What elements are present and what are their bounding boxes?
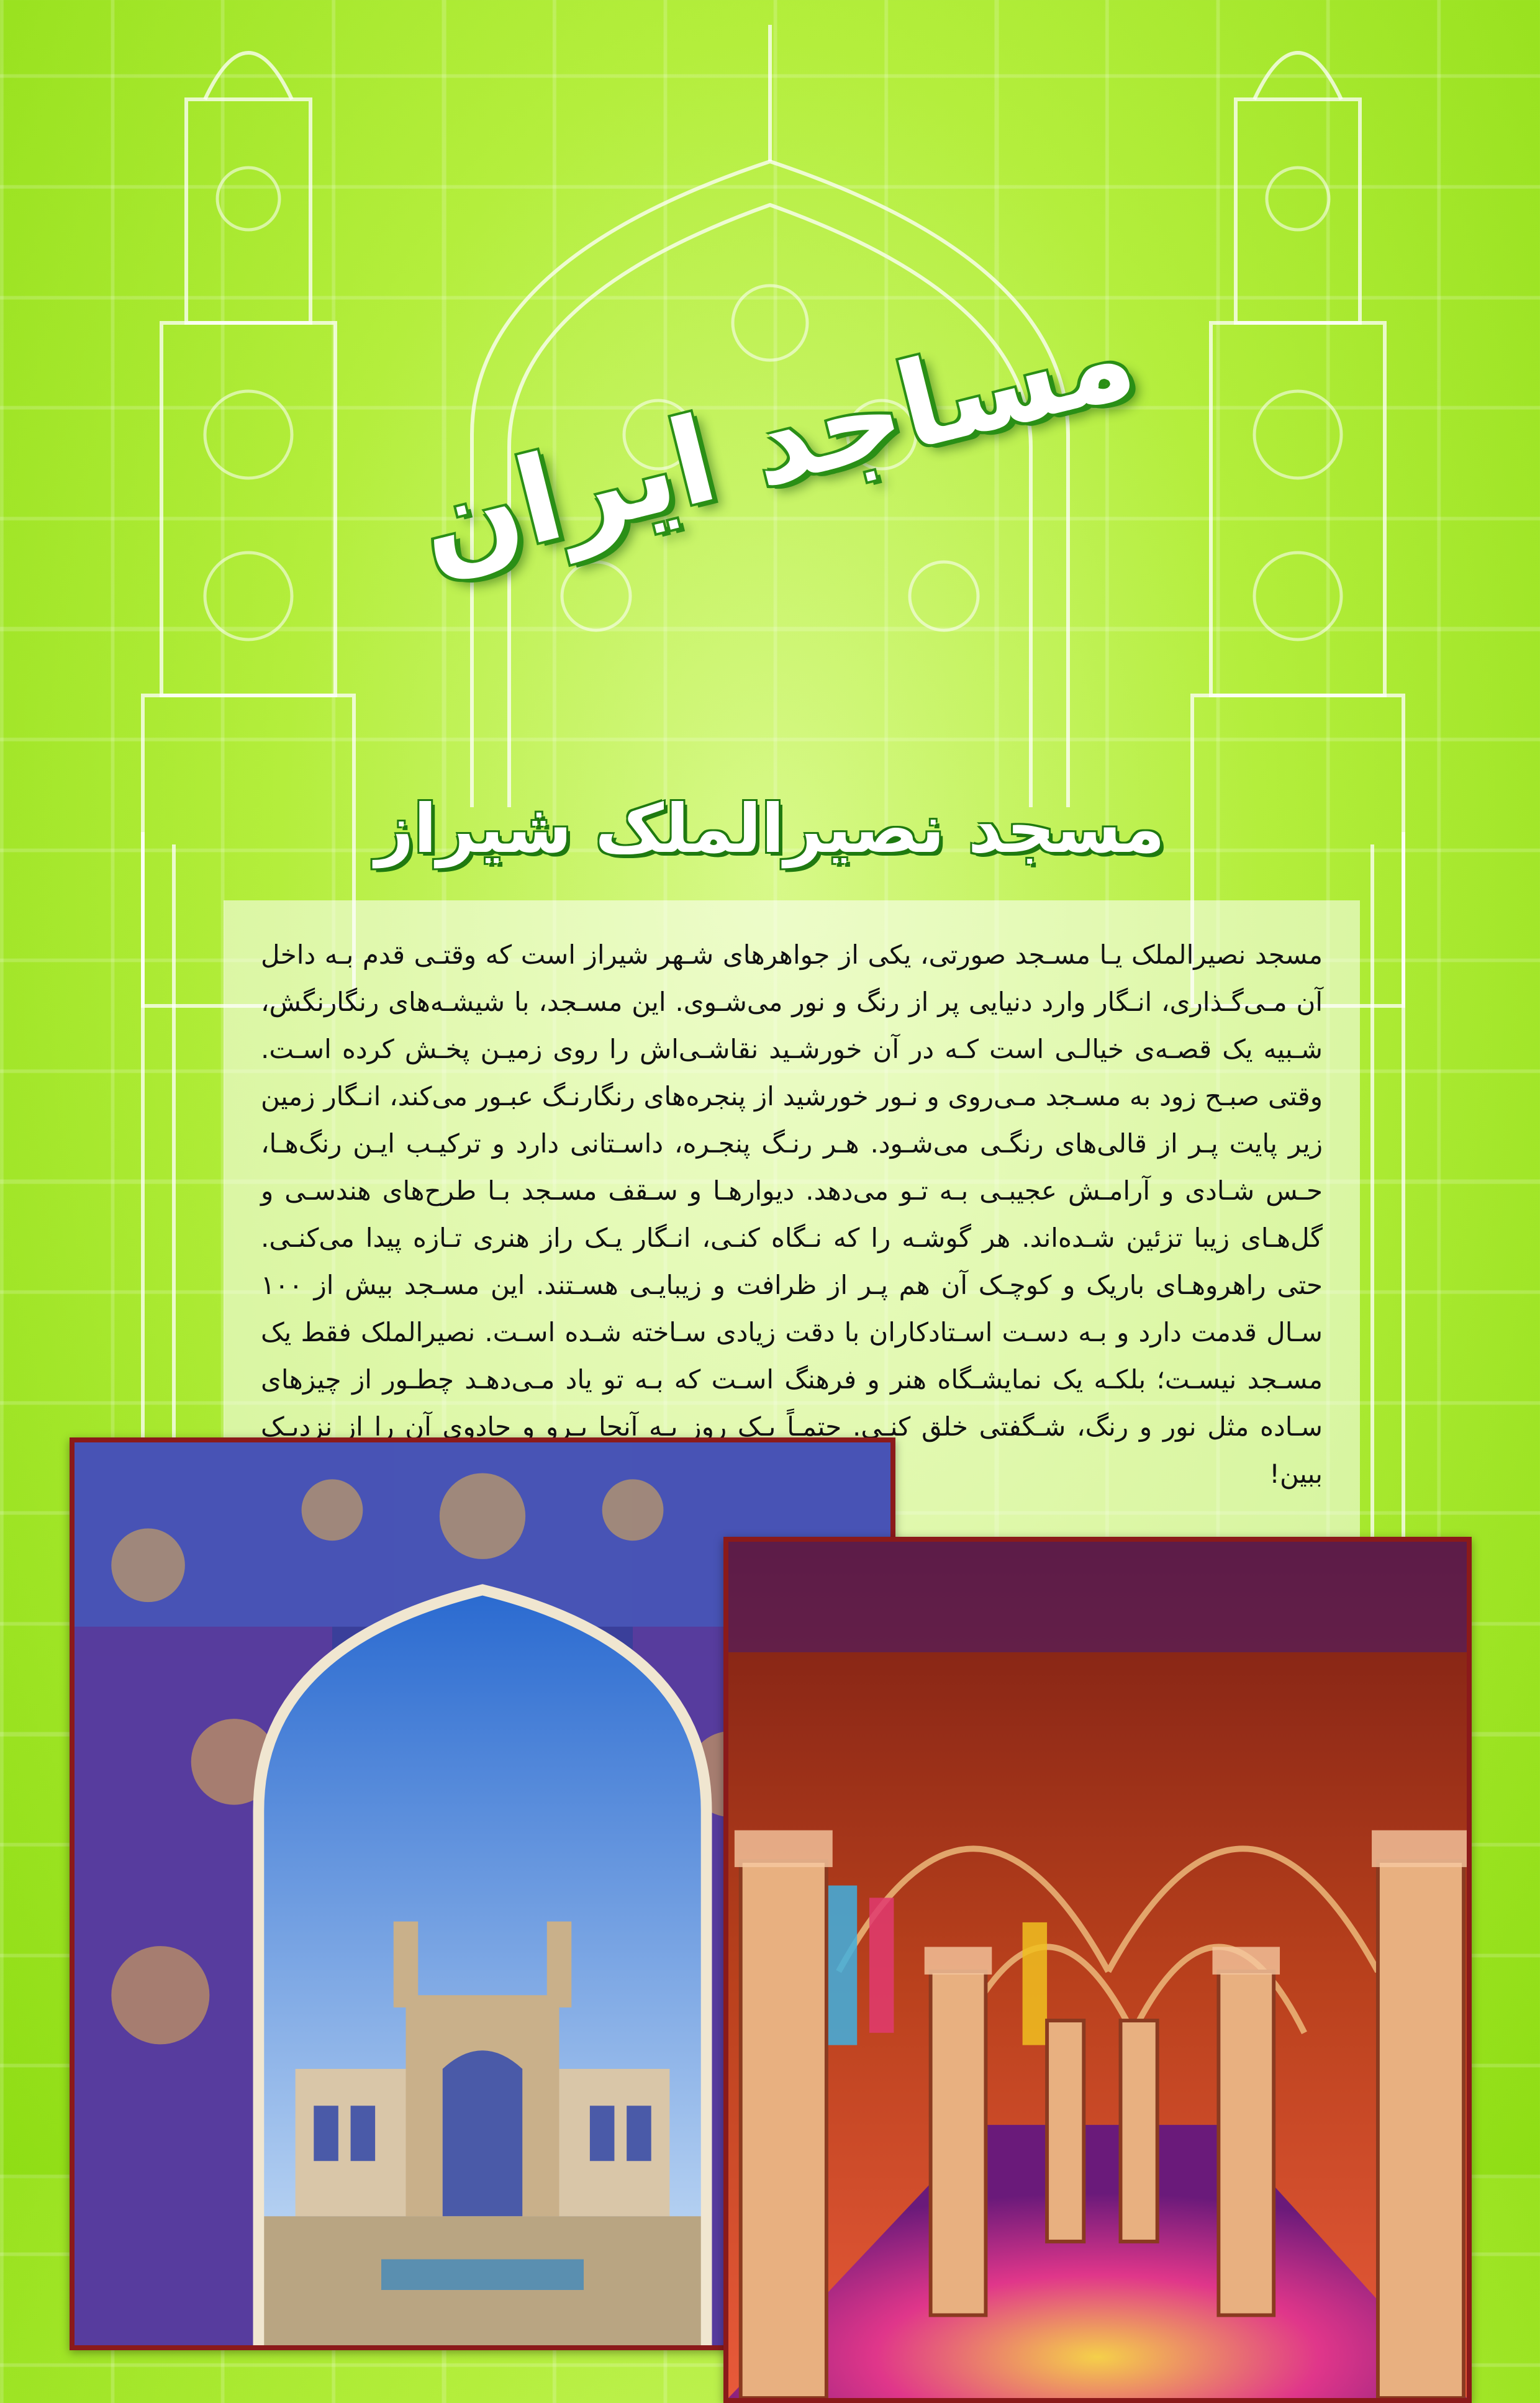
article-heading: مسجد نصیرالملک شیراز	[375, 790, 1165, 868]
article-body: مسجد نصیرالملک یـا مسـجد صورتی، یکی از جواهرهای شـهر شیراز است که وقتـی قدم بـه داخل آن مـی‌گـذاری، انـگار وارد دنیایی پر از رنگ و نور می‌شـوی. این مسـجد، با شیشـه‌های رنگارنگش، شـبیه یک قصـه‌ی خیالـی است کـه در آن خورشـید نقاشـی‌اش را روی زمیـن پخـش کرده اسـت. وقتی صبـح زود به مسـجد مـی‌روی و نـور خورشید از پنجره‌های رنگارنـگ عبـور می‌کند، انـگار زمین زیر پایت پـر از قالی‌های رنگـی می‌شـود. هـر رنـگ پنجـره، داسـتانی دارد و ترکیـب ایـن رنگ‌هـا، حـس شـادی و آرامـش عجیبـی بـه تـو می‌دهد. دیوارهـا و سـقف مسـجد بـا طرح‌های هندسـی و گل‌هـای زیبا تزئین شـده‌اند. هر گوشـه را که نـگاه کنـی، انـگار یـک راز هنری تـازه پیدا می‌کنـی. حتی راهروهـای باریک و کوچـک آن هم پـر از ظرافت و زیبایـی هسـتند. این مسـجد بیش از ۱۰۰ سـال قدمت دارد و بـه دسـت اسـتادکاران با دقت زیادی سـاخته شـده اسـت. نصیرالملک فقط یک مسـجد نیسـت؛ بلکـه یک نمایشـگاه هنر و فرهنگ اسـت که بـه تو یاد مـی‌دهـد چطـور از چیزهای سـاده مثل نور و رنگ، شـگفتی خلق کنـی. حتمـاً یـک روز بـه آنجا بـرو و جادوی آن را از نزدیـک ببین!	[261, 939, 1323, 1489]
mosque-prayer-hall-photo	[723, 1537, 1472, 2403]
mosque-prayer-hall-photo-icon	[728, 1542, 1467, 2398]
page-title: مساجد ایران	[405, 286, 1148, 596]
